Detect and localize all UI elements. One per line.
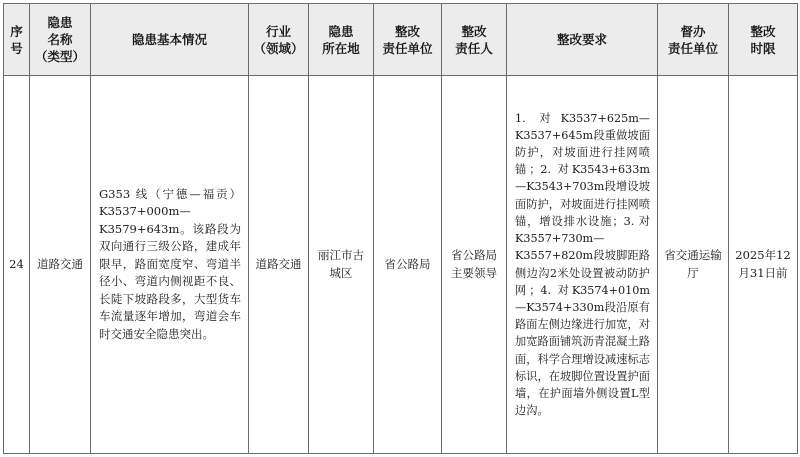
cell-location: 丽江市古城区	[309, 76, 374, 454]
cell-situation: G353 线（宁德—福贡）K3537+000m—K3579+643m。该路段为双向通行三级公路，建成年限早，路面宽度窄、弯道半径小、弯道内侧视距不良、长陡下坡路段多，大型货车车流量逐年增加，弯道会车时交通安全隐患突出。	[91, 76, 249, 454]
cell-supervisor: 省交通运输厅	[658, 76, 729, 454]
cell-responsible-unit: 省公路局	[374, 76, 442, 454]
hazard-table	[3, 3, 798, 454]
cell-responsible-person: 省公路局主要领导	[442, 76, 507, 454]
header-deadline: 整改 时限	[729, 4, 798, 76]
requirements-text: 1. 对K3537+625m—K3537+645m段重做坡面防护，对坡面进行挂网喷锚；2. 对K3543+633m—K3543+703m段增设坡面防护，对坡面进行挂网喷锚，增设排水设施；3. 对K3557+730m—K3557+820m段坡脚距路侧边沟2米处设置被动防护网；4. 对K3574+010m—K3574+330m段沿原有路面左侧边缘进行加宽，对加宽路面铺筑沥青混凝土路面，科学合理增设减速标志标识，在坡脚位置设置护面墙，在护面墙外侧设置L型边沟。	[515, 111, 650, 418]
cell-requirements	[507, 76, 658, 454]
header-location: 隐患 所在地	[309, 4, 374, 76]
cell-industry: 道路交通	[249, 76, 309, 454]
header-seq: 序 号	[4, 4, 30, 76]
header-supervisor: 督办 责任单位	[658, 4, 729, 76]
header-responsible-unit: 整改 责任单位	[374, 4, 442, 76]
header-hazard-name: 隐患 名称 （类型）	[30, 4, 91, 76]
cell-seq: 24	[4, 76, 30, 454]
cell-hazard-name: 道路交通	[30, 76, 91, 454]
header-requirements: 整改要求	[507, 4, 658, 76]
header-row	[4, 4, 798, 76]
header-responsible-person: 整改 责任人	[442, 4, 507, 76]
table-row	[4, 76, 798, 454]
header-industry: 行业 （领域）	[249, 4, 309, 76]
cell-deadline: 2025年12月31日前	[729, 76, 798, 454]
header-situation: 隐患基本情况	[91, 4, 249, 76]
